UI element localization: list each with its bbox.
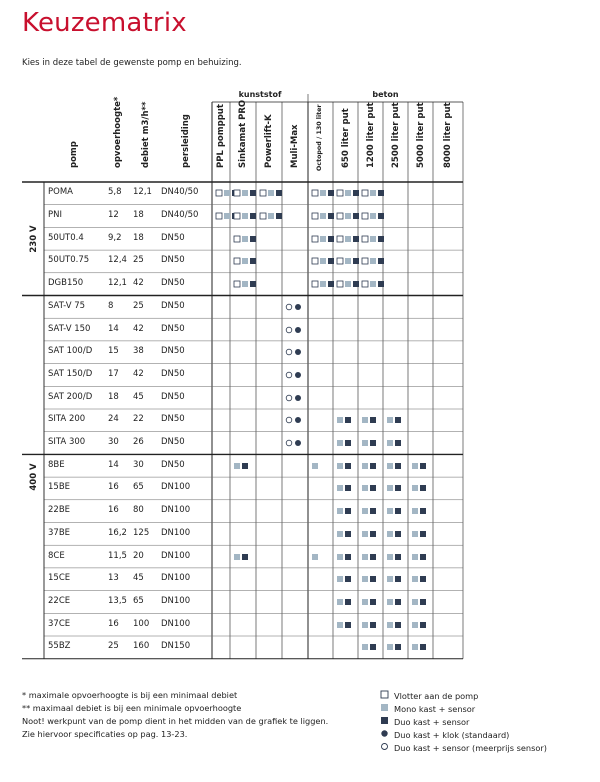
opvoerhoogte-value: 16 [108,618,119,629]
mono-duo-sensor-icon [411,553,427,561]
debiet-value: 42 [133,278,144,289]
mono-duo-sensor-icon [411,530,427,538]
debiet-value: 18 [133,232,144,243]
opvoerhoogte-value: 16,2 [108,527,127,538]
duo-clock-sensor-icon [285,416,303,424]
section-label [26,182,42,296]
pump-name: 8BE [48,459,65,470]
pump-name: SAT-V 75 [48,300,86,311]
debiet-value: 42 [133,368,144,379]
footnote: Zie hiervoor specificaties op pag. 13-23. [22,729,188,739]
opvoerhoogte-value: 12,1 [108,278,127,289]
mono-duo-sensor-icon [411,575,427,583]
mono-duo-sensor-icon [336,439,352,447]
persleiding-value: DN50 [161,368,185,379]
mono-duo-sensor-icon [386,598,402,606]
pump-name: SAT 150/D [48,368,93,379]
persleiding-value: DN40/50 [161,210,199,221]
section-label-text: 230 V [29,225,39,253]
pump-name: SAT-V 150 [48,323,91,334]
pump-name: SAT 200/D [48,391,93,402]
debiet-value: 65 [133,482,144,493]
debiet-value: 160 [133,641,150,652]
opvoerhoogte-value: 25 [108,641,119,652]
persleiding-value: DN50 [161,459,185,470]
float-mono-duo-icon [233,280,257,288]
mono-duo-sensor-icon [361,484,377,492]
column-header-label: 5000 liter put [415,102,426,168]
debiet-value: 26 [133,437,144,448]
opvoerhoogte-value: 12,4 [108,255,127,266]
persleiding-value: DN100 [161,505,191,516]
mono-duo-sensor-icon [336,621,352,629]
mono-sensor-icon [311,462,319,470]
opvoerhoogte-value: 12 [108,210,119,221]
debiet-value: 80 [133,505,144,516]
float-mono-duo-icon [259,189,283,197]
mono-duo-sensor-icon [233,462,249,470]
float-mono-duo-icon [361,212,385,220]
column-header-label: 8000 liter put [443,102,453,168]
square-open-icon [380,690,390,700]
legend-item [380,703,475,714]
debiet-value: 22 [133,414,144,425]
mono-duo-sensor-icon [411,484,427,492]
persleiding-value: DN50 [161,414,185,425]
mono-duo-sensor-icon [361,643,377,651]
pump-name: 22BE [48,505,71,516]
opvoerhoogte-value: 16 [108,505,119,516]
pump-name: SAT 100/D [48,346,93,357]
debiet-value: 12,1 [133,187,152,198]
opvoerhoogte-value: 8 [108,300,114,311]
column-header-label: 2500 liter put [390,102,401,168]
float-mono-duo-icon [361,257,385,265]
footnote: Noot! werkpunt van de pomp dient in het midden van de grafiek te liggen. [22,716,329,726]
legend-item [380,729,509,740]
debiet-value: 100 [133,618,150,629]
mono-duo-sensor-icon [411,643,427,651]
persleiding-value: DN150 [161,641,191,652]
persleiding-value: DN100 [161,618,191,629]
float-mono-duo-icon [233,189,257,197]
debiet-value: 25 [133,255,144,266]
duo-clock-sensor-icon [285,371,303,379]
mono-duo-sensor-icon [411,507,427,515]
pump-name: POMA [48,187,73,198]
legend-label: Duo kast + sensor [394,717,470,727]
debiet-value: 20 [133,550,144,561]
persleiding-value: DN40/50 [161,187,199,198]
column-header-label: PPL pompput [216,104,226,168]
float-mono-duo-icon [336,280,360,288]
section-label-text: 400 V [29,463,39,491]
persleiding-value: DN50 [161,346,185,357]
pump-name: SITA 200 [48,414,86,425]
mono-duo-sensor-icon [411,621,427,629]
legend-label: Duo kast + sensor (meerprijs sensor) [394,743,547,753]
legend-label: Mono kast + sensor [394,704,476,714]
debiet-value: 30 [133,459,144,470]
column-header-label: 650 liter put [340,108,351,168]
mono-duo-sensor-icon [233,553,249,561]
mono-duo-sensor-icon [361,507,377,515]
legend-item [380,742,547,753]
mono-duo-sensor-icon [361,462,377,470]
opvoerhoogte-value: 9,2 [108,232,122,243]
column-header-label: debiet m3/h** [141,101,151,168]
legend-label: Vlotter aan de pomp [394,691,479,701]
float-mono-duo-icon [311,280,335,288]
mono-duo-sensor-icon [336,462,352,470]
mono-duo-sensor-icon [336,507,352,515]
opvoerhoogte-value: 16 [108,482,119,493]
float-mono-duo-icon [336,235,360,243]
square-dark-icon [380,716,390,726]
float-mono-duo-icon [336,212,360,220]
opvoerhoogte-value: 13 [108,573,119,584]
debiet-value: 42 [133,323,144,334]
persleiding-value: DN50 [161,391,185,402]
float-mono-duo-icon [311,235,335,243]
mono-duo-sensor-icon [386,439,402,447]
mono-duo-sensor-icon [361,575,377,583]
mono-duo-sensor-icon [361,553,377,561]
persleiding-value: DN50 [161,300,185,311]
pump-name: SITA 300 [48,437,86,448]
pump-name: 37BE [48,527,71,538]
mono-duo-sensor-icon [411,462,427,470]
persleiding-value: DN100 [161,550,191,561]
mono-duo-sensor-icon [386,530,402,538]
float-mono-duo-icon [361,280,385,288]
mono-duo-sensor-icon [386,507,402,515]
duo-clock-sensor-icon [285,326,303,334]
group-header-kunststof: kunststof [238,90,282,99]
debiet-value: 125 [133,527,150,538]
float-mono-duo-icon [233,212,257,220]
opvoerhoogte-value: 15 [108,346,119,357]
opvoerhoogte-value: 24 [108,414,119,425]
float-mono-duo-icon [361,189,385,197]
square-light-icon [380,703,390,713]
debiet-value: 45 [133,391,144,402]
pump-name: 22CE [48,595,71,606]
mono-duo-sensor-icon [361,416,377,424]
column-header-label: Octopod / 130 liter [315,104,323,171]
mono-duo-sensor-icon [386,575,402,583]
persleiding-value: DN100 [161,573,191,584]
mono-duo-sensor-icon [386,484,402,492]
mono-duo-sensor-icon [386,462,402,470]
persleiding-value: DN100 [161,527,191,538]
column-header-label: opvoerhoogte* [113,96,123,168]
group-header-beton: beton [372,90,399,99]
float-mono-duo-icon [361,235,385,243]
pump-name: 37CE [48,618,71,629]
duo-clock-sensor-icon [285,394,303,402]
page-title: Keuzematrix [22,8,187,38]
float-mono-duo-icon [336,189,360,197]
footnote: ** maximaal debiet is bij een minimale opvoerhoogte [22,703,242,713]
persleiding-value: DN50 [161,255,185,266]
column-header-label: 1200 liter put [365,102,376,168]
duo-clock-sensor-icon [285,439,303,447]
float-mono-duo-icon [233,257,257,265]
mono-sensor-icon [311,553,319,561]
legend-item [380,716,469,727]
mono-duo-sensor-icon [336,598,352,606]
column-header-label: Sinkamat PRO [238,99,248,168]
circle-open-icon [380,742,390,752]
opvoerhoogte-value: 18 [108,391,119,402]
pump-name: 55BZ [48,641,71,652]
mono-duo-sensor-icon [411,598,427,606]
persleiding-value: DN100 [161,482,191,493]
float-mono-duo-icon [233,235,257,243]
debiet-value: 65 [133,595,144,606]
mono-duo-sensor-icon [386,416,402,424]
circle-filled-icon [380,729,390,739]
debiet-value: 45 [133,573,144,584]
float-mono-duo-icon [311,189,335,197]
footnote: * maximale opvoerhoogte is bij een minimaal debiet [22,690,238,700]
pump-name: 15CE [48,573,71,584]
mono-duo-sensor-icon [361,530,377,538]
debiet-value: 38 [133,346,144,357]
float-mono-duo-icon [311,257,335,265]
mono-duo-sensor-icon [336,416,352,424]
pump-name: 8CE [48,550,65,561]
duo-clock-sensor-icon [285,348,303,356]
float-mono-duo-icon [259,212,283,220]
persleiding-value: DN50 [161,437,185,448]
legend-item [380,690,478,701]
opvoerhoogte-value: 11,5 [108,550,127,561]
persleiding-value: DN50 [161,278,185,289]
pump-name: DGB150 [48,278,84,289]
persleiding-value: DN50 [161,323,185,334]
mono-duo-sensor-icon [361,621,377,629]
column-header-label: persleiding [181,114,191,168]
mono-duo-sensor-icon [336,575,352,583]
intro-text: Kies in deze tabel de gewenste pomp en behuizing. [22,58,242,68]
mono-duo-sensor-icon [336,530,352,538]
legend-label: Duo kast + klok (standaard) [394,730,510,740]
mono-duo-sensor-icon [361,598,377,606]
persleiding-value: DN50 [161,232,185,243]
pump-name: 50UT0.4 [48,232,84,243]
pump-name: PNI [48,210,62,221]
mono-duo-sensor-icon [336,484,352,492]
pump-name: 50UT0.75 [48,255,90,266]
persleiding-value: DN100 [161,595,191,606]
debiet-value: 18 [133,210,144,221]
opvoerhoogte-value: 5,8 [108,187,122,198]
column-header-label: Powerlift-K [264,114,274,168]
duo-clock-sensor-icon [285,303,303,311]
opvoerhoogte-value: 13,5 [108,595,127,606]
float-mono-duo-icon [311,212,335,220]
debiet-value: 25 [133,300,144,311]
pump-name: 15BE [48,482,71,493]
opvoerhoogte-value: 14 [108,323,119,334]
mono-duo-sensor-icon [386,643,402,651]
opvoerhoogte-value: 17 [108,368,119,379]
opvoerhoogte-value: 30 [108,437,119,448]
column-header-label: Muli-Max [290,124,300,168]
mono-duo-sensor-icon [336,553,352,561]
section-label [26,296,42,659]
mono-duo-sensor-icon [386,621,402,629]
float-mono-duo-icon [336,257,360,265]
mono-duo-sensor-icon [386,553,402,561]
column-header-label: pomp [69,141,79,168]
opvoerhoogte-value: 14 [108,459,119,470]
mono-duo-sensor-icon [361,439,377,447]
